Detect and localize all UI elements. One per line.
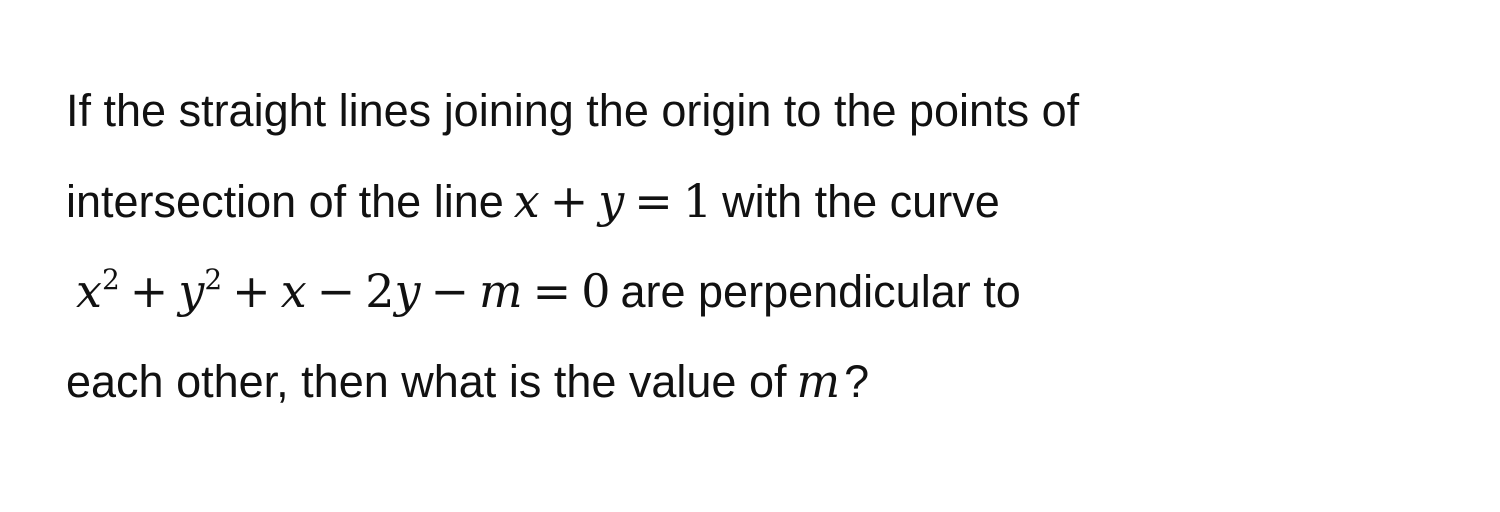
minus-sign: − [430,264,470,318]
question-mark: ? [844,356,870,407]
line1-text: If the straight lines joining the origin to the points of [66,85,1080,136]
equals-sign: = [634,174,673,228]
plus-sign: + [232,264,271,318]
line4-text-before: each other, then what is the value of [66,356,787,407]
var-m: m [796,354,841,408]
var-x: x [76,264,102,318]
question-line-1 [66,85,1466,178]
line3-text-after: are perpendicular to [620,266,1021,317]
equals-sign: = [532,264,572,318]
question-line-4 [66,354,1466,448]
exponent-2: 2 [101,263,120,296]
question-line-3 [66,263,1466,358]
var-x: x [280,264,307,318]
var-m: m [479,264,523,318]
var-y: y [394,264,421,318]
var-y: y [178,264,205,318]
line2-text-before: intersection of the line [66,176,504,227]
equation-curve [76,264,610,318]
equation-line [514,174,712,228]
coefficient-two: 2 [365,264,395,318]
var-y: y [598,174,625,228]
exponent-2: 2 [204,263,223,296]
line2-text-after: with the curve [722,176,1000,227]
question-text [66,85,1466,448]
constant-one: 1 [682,174,713,228]
plus-sign: + [549,174,589,228]
plus-sign: + [129,264,169,318]
var-x: x [513,174,540,228]
minus-sign: − [316,264,356,318]
constant-zero: 0 [581,264,611,318]
question-line-2 [66,174,1466,268]
variable-m [796,354,840,408]
